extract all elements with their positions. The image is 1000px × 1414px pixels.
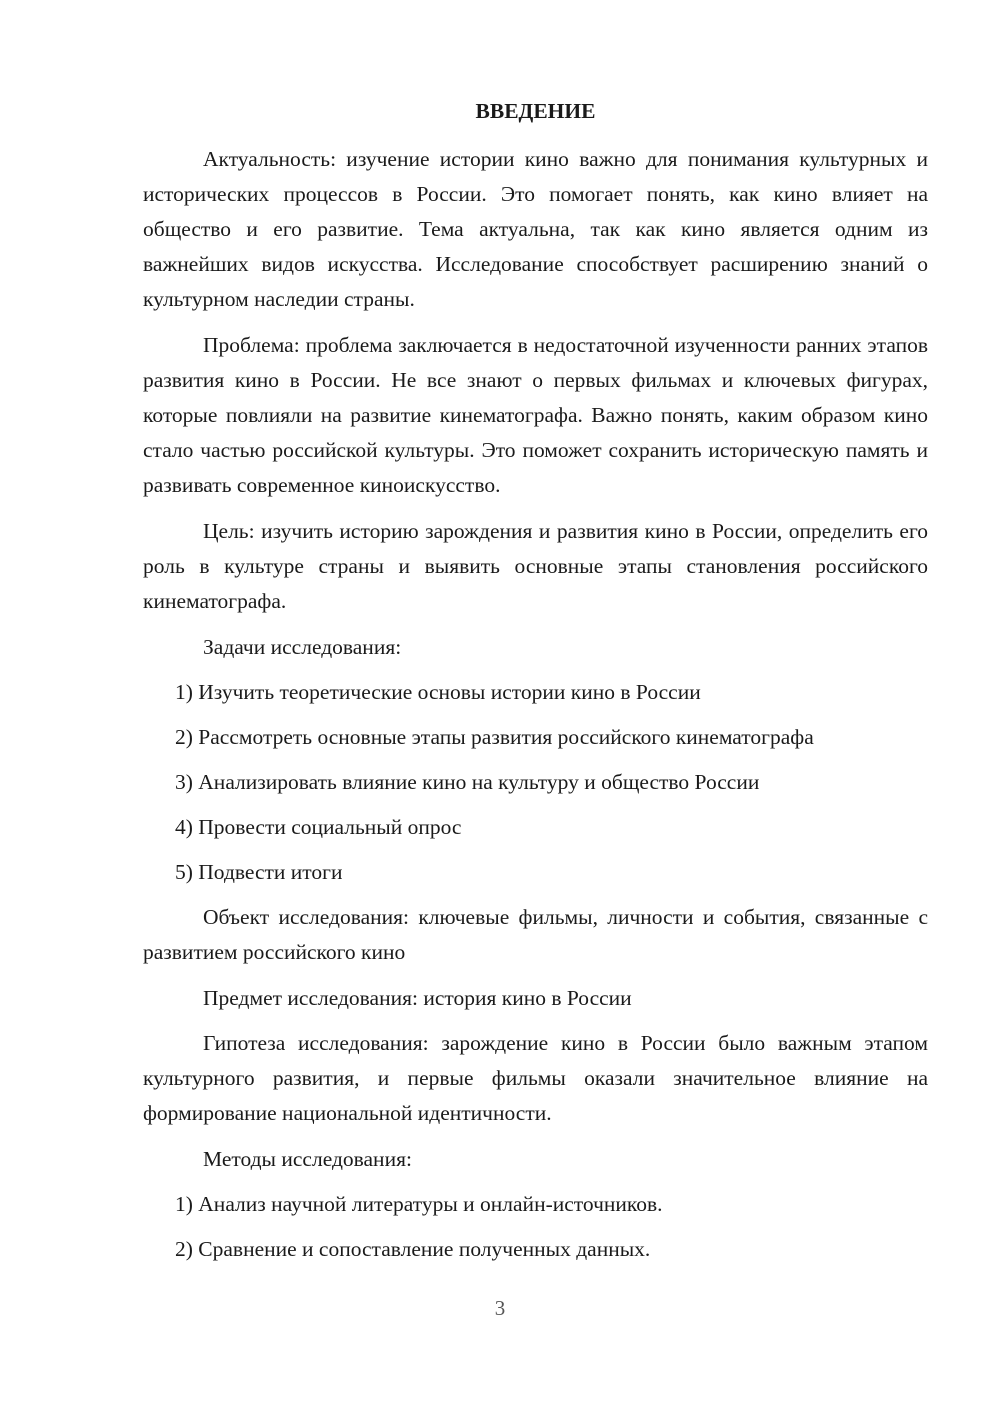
- method-item: 1) Анализ научной литературы и онлайн-источников.: [175, 1192, 663, 1216]
- task-item: 2) Рассмотреть основные этапы развития российского кинематографа: [175, 725, 814, 749]
- page-number: 3: [494, 1296, 506, 1320]
- task-item: 4) Провести социальный опрос: [175, 815, 462, 839]
- method-item: 2) Сравнение и сопоставление полученных данных.: [175, 1237, 651, 1261]
- methods-heading: Методы исследования:: [203, 1147, 412, 1171]
- task-item: 1) Изучить теоретические основы истории кино в России: [175, 680, 701, 704]
- relevance-paragraph: Актуальность: изучение истории кино важно для понимания культурных и исторических процессов в России. Это помогает понять, как кино влияет на общество и его развитие. Тема актуальна, так как кино является одним из важнейших видов искусства. Исследование способствует расширению знаний о культурном наследии страны.: [143, 147, 928, 311]
- document-page: [143, 96, 928, 1277]
- task-item: 3) Анализировать влияние кино на культуру и общество России: [175, 770, 760, 794]
- hypothesis-paragraph: Гипотеза исследования: зарождение кино в России было важным этапом культурного развития, и первые фильмы оказали значительное влияние на формирование национальной идентичности.: [143, 1031, 928, 1125]
- task-item: 5) Подвести итоги: [175, 860, 343, 884]
- goal-paragraph: Цель: изучить историю зарождения и развития кино в России, определить его роль в культуре страны и выявить основные этапы становления российского кинематографа.: [143, 519, 928, 613]
- problem-paragraph: Проблема: проблема заключается в недостаточной изученности ранних этапов развития кино в России. Не все знают о первых фильмах и ключевых фигурах, которые повлияли на развитие кинематографа. Важно понять, каким образом кино стало частью российской культуры. Это поможет сохранить историческую память и развивать современное киноискусство.: [143, 333, 928, 497]
- page-title: ВВЕДЕНИЕ: [475, 99, 596, 123]
- tasks-heading: Задачи исследования:: [203, 635, 402, 659]
- object-paragraph: Объект исследования: ключевые фильмы, личности и события, связанные с развитием российского кино: [143, 905, 928, 964]
- subject-paragraph: Предмет исследования: история кино в России: [203, 986, 632, 1010]
